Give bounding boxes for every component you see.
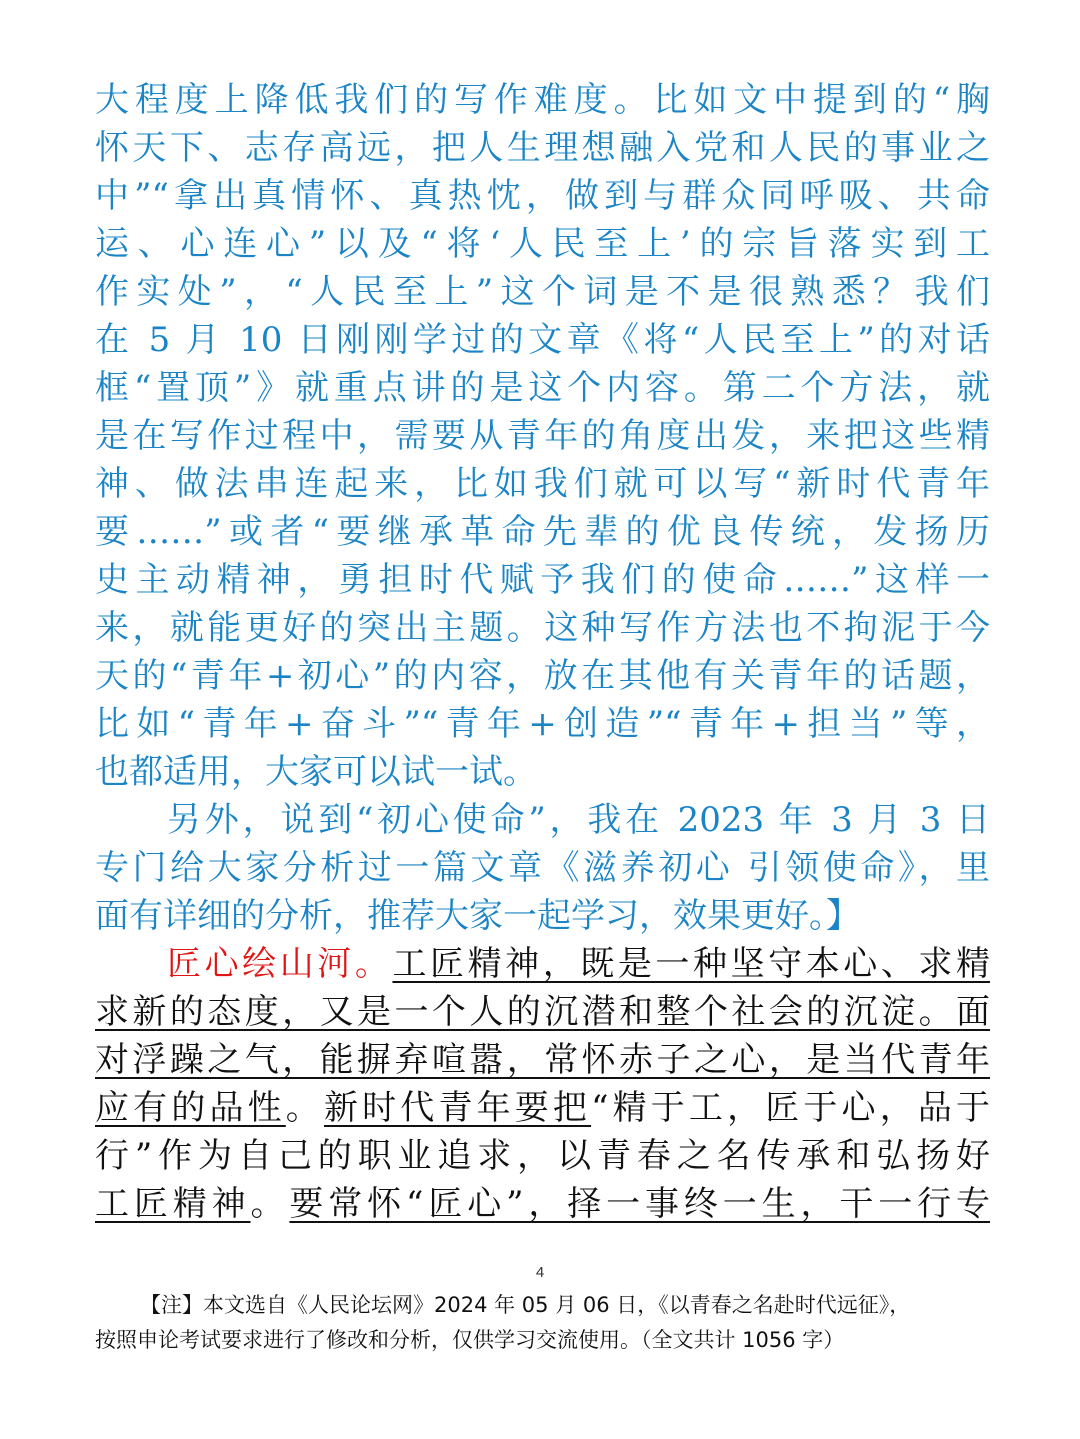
text-line: 怀天下、志存高远，把人生理想融入党和人民的事业之 [95,128,990,168]
plain-text: “精于工，匠于心，品于 [591,1088,991,1128]
text-line [95,988,990,1036]
text-line: 要……”或者“要继承革命先辈的优良传统，发扬历 [95,512,990,552]
text-line: 面有详细的分析，推荐大家一起学习，效果更好。】 [95,896,860,936]
text-line: 神、做法串连起来，比如我们就可以写“新时代青年 [95,464,990,504]
underlined-text: 要常怀“匠心”，择一事终一生，干一行专 [289,1184,991,1224]
plain-text: 。 [250,1184,290,1224]
text-line [95,1084,990,1132]
text-line: 也都适用，大家可以试一试。 [95,752,537,792]
text-line: 在 5 月 10 日刚刚学过的文章《将“人民至上”的对话 [95,320,990,360]
text-line: 框“置顶”》就重点讲的是这个内容。第二个方法，就 [95,368,990,408]
footer-note-line: 【注】本文选自《人民论坛网》2024 年 05 月 06 日，《以青春之名赴时代远征》， [140,1293,911,1317]
text-line: 比如“青年+奋斗”“青年+创造”“青年+担当”等， [95,704,990,744]
text-line: 大程度上降低我们的写作难度。比如文中提到的“胸 [95,80,990,120]
text-line: 行”作为自己的职业追求，以青春之名传承和弘扬好 [95,1136,990,1176]
text-line: 专门给大家分析过一篇文章《滋养初心 引领使命》，里 [95,848,990,888]
underlined-text: 新时代青年要把 [323,1088,592,1128]
body-paragraph [95,940,990,1228]
underlined-text: 应有的品性 [95,1088,286,1128]
text-line: 史主动精神，勇担时代赋予我们的使命……”这样一 [95,560,990,600]
plain-text: 。 [285,1088,324,1128]
text-line: 中”“拿出真情怀、真热忱，做到与群众同呼吸、共命 [95,176,990,216]
section-heading: 匠心绘山河。 [167,944,393,984]
underlined-text: 对浮躁之气，能摒弃喧嚣，常怀赤子之心，是当代青年 [95,1040,990,1080]
page-number: 4 [535,1264,545,1281]
underlined-text: 。面 [918,992,991,1032]
underlined-text: 求新的态度，又是一个人的沉潜和整个社会的沉淀 [95,992,919,1032]
commentary-paragraph-2 [95,796,990,940]
text-line: 天的“青年+初心”的内容，放在其他有关青年的话题， [95,656,990,696]
footer-note [95,1288,985,1358]
text-line: 是在写作过程中，需要从青年的角度出发，来把这些精 [95,416,990,456]
commentary-paragraph-1 [95,76,990,796]
text-line: 另外，说到“初心使命”，我在 2023 年 3 月 3 日 [167,800,990,840]
footer-note-line: 按照申论考试要求进行了修改和分析，仅供学习交流使用。（全文共计 1056 字） [95,1328,845,1352]
text-line [95,1036,990,1084]
text-line: 运、心连心”以及“将‘人民至上’的宗旨落实到工 [95,224,990,264]
text-line: 作实处”，“人民至上”这个词是不是很熟悉？我们 [95,272,990,312]
text-line: 来，就能更好的突出主题。这种写作方法也不拘泥于今 [95,608,990,648]
underlined-text: 工匠精神 [95,1184,251,1224]
underlined-text: 工匠精神，既是一种坚守本心、求精 [392,944,991,984]
text-line [95,940,990,988]
text-line [95,1180,990,1228]
